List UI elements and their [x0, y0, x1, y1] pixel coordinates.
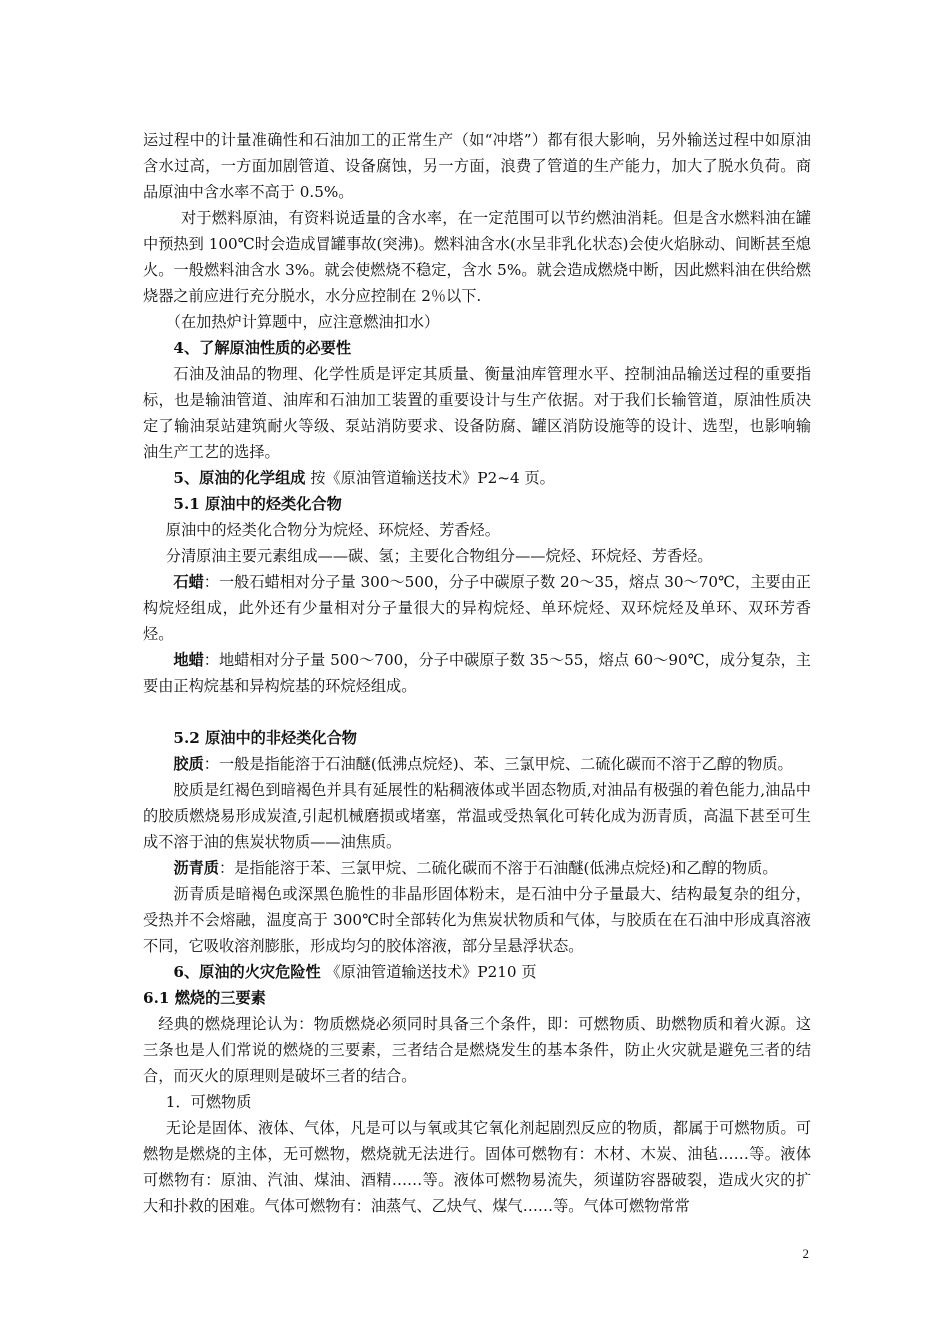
- paragraph-combustibles: 无论是固体、液体、气体，凡是可以与氧或其它氧化剂起剧烈反应的物质，都属于可燃物质。可燃物是燃烧的主体，无可燃物，燃烧就无法进行。固体可燃物有：木材、木炭、油毡……等。液体可燃物有：原油、汽油、煤油、酒精……等。液体可燃物易流失，须谨防容器破裂，造成火灾的扩大和扑救的困难。气体可燃物有：油蒸气、乙炔气、煤气……等。气体可燃物常常: [143, 1119, 811, 1215]
- heading-5-title: 5、原油的化学组成: [173, 469, 306, 487]
- heading-6-1: 6.1 燃烧的三要素: [143, 989, 266, 1007]
- heading-5-reference: 按《原油管道输送技术》P2~4 页。: [305, 469, 555, 487]
- paragraph-5-1-b: 分清原油主要元素组成——碳、氢；主要化合物组分——烷烃、环烷烃、芳香烃。: [165, 547, 713, 565]
- term-asphaltene: 沥青质: [173, 859, 219, 877]
- heading-4: 4、了解原油性质的必要性: [173, 339, 352, 357]
- heading-5-2: 5.2 原油中的非烃类化合物: [173, 729, 357, 747]
- blank-line: [143, 699, 811, 725]
- heading-5-1: 5.1 原油中的烃类化合物: [173, 495, 342, 513]
- heading-6: [143, 959, 811, 985]
- definition-paraffin: ：一般石蜡相对分子量 300～500，分子中碳原子数 20～35，熔点 30～70℃，主要由正构烷烃组成，此外还有少量相对分子量很大的异构烷烃、单环烷烃、双环烷烃及单环、双环芳香烃。: [143, 573, 811, 643]
- term-resin: 胶质: [173, 755, 204, 773]
- term-ceresin: 地蜡: [173, 651, 204, 669]
- definition-ceresin: ：地蜡相对分子量 500～700，分子中碳原子数 35～55，熔点 60～90℃，成分复杂，主要由正构烷基和异构烷基的环烷烃组成。: [143, 651, 811, 695]
- heading-6-title: 6、原油的火灾危险性: [173, 963, 321, 981]
- document-body: [143, 127, 811, 1219]
- paragraph-5-1-a: 原油中的烃类化合物分为烷烃、环烷烃、芳香烃。: [165, 521, 500, 539]
- heading-5: [143, 465, 811, 491]
- list-item-1-heading: 1．可燃物质: [165, 1093, 252, 1111]
- paragraph-ceresin: [143, 647, 811, 699]
- page-number: 2: [802, 1246, 809, 1261]
- paragraph-note: （在加热炉计算题中，应注意燃油扣水）: [165, 313, 440, 331]
- definition-asphaltene: ：是指能溶于苯、三氯甲烷、二硫化碳而不溶于石油醚(低沸点烷烃)和乙醇的物质。: [218, 859, 778, 877]
- paragraph-4: 石油及油品的物理、化学性质是评定其质量、衡量油库管理水平、控制油品输送过程的重要指标，也是输油管道、油库和石油加工装置的重要设计与生产依据。对于我们长输管道，原油性质决定了输油泵站建筑耐火等级、泵站消防要求、设备防腐、罐区消防设施等的设计、选型，也影响输油生产工艺的选择。: [143, 365, 811, 461]
- paragraph-asphaltene: [143, 855, 811, 881]
- paragraph-resin-description: 胶质是红褐色到暗褐色并具有延展性的粘稠液体或半固态物质,对油品有极强的着色能力,油品中的胶质燃烧易形成炭渣,引起机械磨损或堵塞，常温或受热氧化可转化成为沥青质，高温下甚至可生成不溶于油的焦炭状物质——油焦质。: [143, 781, 811, 851]
- paragraph-6-1: 经典的燃烧理论认为：物质燃烧必须同时具备三个条件，即：可燃物质、助燃物质和着火源。这三条也是人们常说的燃烧的三要素，三者结合是燃烧发生的基本条件，防止火灾就是避免三者的结合，而灭火的原理则是破坏三者的结合。: [143, 1015, 811, 1085]
- paragraph-continued: 运过程中的计量准确性和石油加工的正常生产（如“冲塔”）都有很大影响，另外输送过程中如原油含水过高，一方面加剧管道、设备腐蚀，另一方面，浪费了管道的生产能力，加大了脱水负荷。商品原油中含水率不高于 0.5%。: [143, 131, 811, 201]
- paragraph-resin: [143, 751, 811, 777]
- paragraph-fuel-oil: 对于燃料原油，有资料说适量的含水率，在一定范围可以节约燃油消耗。但是含水燃料油在罐中预热到 100℃时会造成冒罐事故(突沸)。燃料油含水(水呈非乳化状态)会使火焰脉动、间断甚至熄火。一般燃料油含水 3%。就会使燃烧不稳定，含水 5%。就会造成燃烧中断，因此燃料油在供给燃烧器之前应进行充分脱水，水分应控制在 2％以下.: [143, 209, 811, 305]
- term-paraffin: 石蜡: [173, 573, 204, 591]
- heading-6-reference: 《原油管道输送技术》P210 页: [320, 963, 537, 981]
- paragraph-asphaltene-description: 沥青质是暗褐色或深黑色脆性的非晶形固体粉末，是石油中分子量最大、结构最复杂的组分，受热并不会熔融，温度高于 300℃时全部转化为焦炭状物质和气体，与胶质在在石油中形成真溶液不同，它吸收溶剂膨胀，形成均匀的胶体溶液，部分呈悬浮状态。: [143, 885, 811, 955]
- definition-resin: ：一般是指能溶于石油醚(低沸点烷烃)、苯、三氯甲烷、二硫化碳而不溶于乙醇的物质。: [203, 755, 793, 773]
- paragraph-paraffin: [143, 569, 811, 647]
